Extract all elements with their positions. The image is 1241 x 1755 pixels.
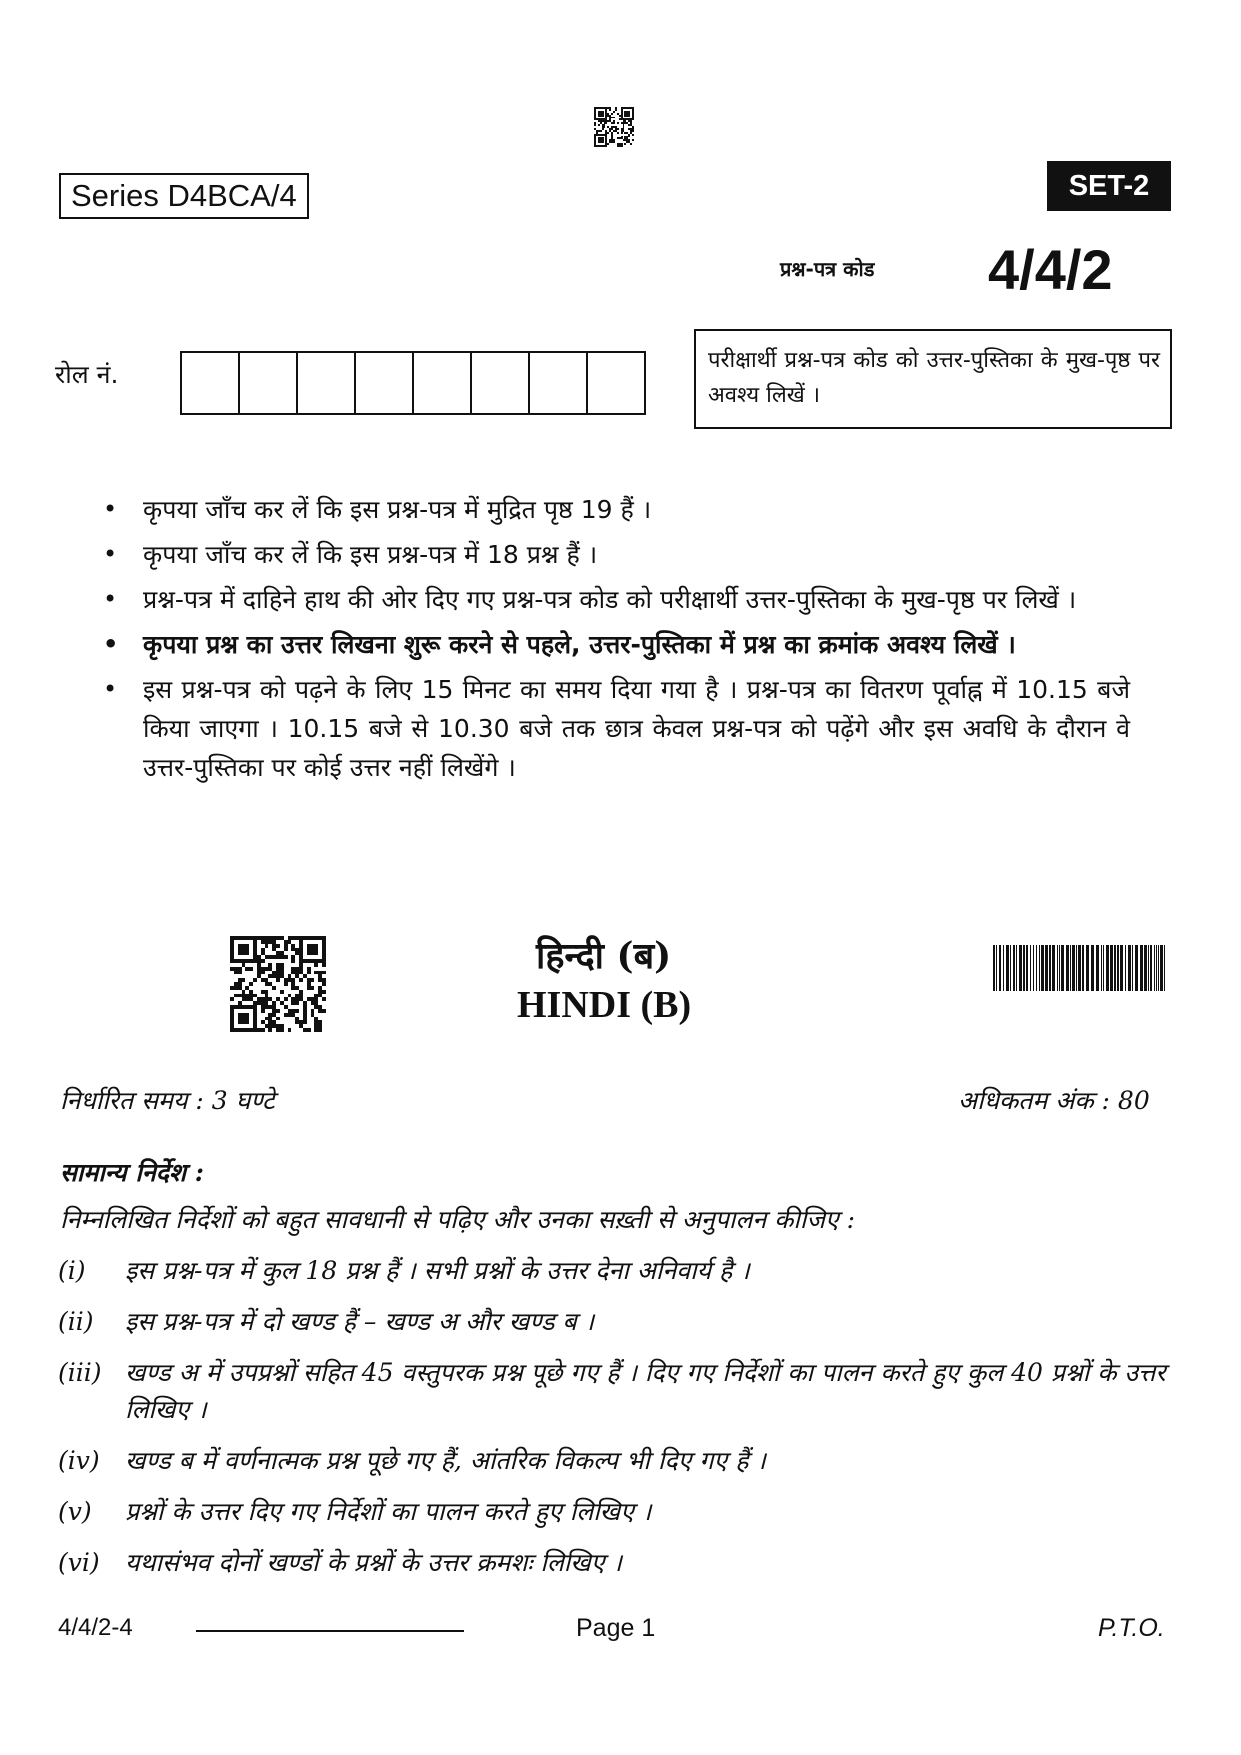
instruction-text: खण्ड अ में उपप्रश्नों सहित 45 वस्तुपरक प्रश्न पूछे गए हैं । दिए गए निर्देशों का पालन करते हुए कुल 40 प्रश्नों के उत्तर लिखिए । — [125, 1358, 1166, 1424]
footer-divider — [196, 1630, 464, 1632]
checklist — [95, 490, 1130, 793]
qr-code-icon — [230, 936, 326, 1032]
instruction-text: यथासंभव दोनों खण्डों के प्रश्नों के उत्तर क्रमशः लिखिए । — [125, 1548, 622, 1577]
checklist-item: • कृपया जाँच कर लें कि इस प्रश्न-पत्र में मुद्रित पृष्ठ 19 हैं । — [95, 490, 1130, 529]
maximum-marks: अधिकतम अंक : 80 — [958, 1086, 1150, 1115]
page-number: Page 1 — [576, 1614, 656, 1642]
roll-number-box[interactable] — [240, 353, 298, 413]
general-instructions-title: सामान्य निर्देश : — [60, 1158, 204, 1187]
paper-code: 4/4/2 — [988, 238, 1113, 301]
roll-number-box[interactable] — [182, 353, 240, 413]
instruction-number: (v) — [58, 1497, 92, 1526]
qr-code-icon — [594, 107, 634, 147]
set-badge: SET-2 — [1047, 161, 1171, 211]
subject-title-english: HINDI (B) — [517, 984, 692, 1026]
instruction-number: (i) — [58, 1256, 86, 1285]
roll-number-boxes[interactable] — [180, 351, 646, 415]
instructions-list — [58, 1252, 1178, 1595]
instruction-number: (vi) — [58, 1548, 100, 1577]
paper-code-label: प्रश्न-पत्र कोड — [780, 257, 875, 281]
instruction-text: इस प्रश्न-पत्र में कुल 18 प्रश्न हैं । सभी प्रश्नों के उत्तर देना अनिवार्य है । — [125, 1256, 750, 1285]
checklist-item: • कृपया प्रश्न का उत्तर लिखना शुरू करने से पहले, उत्तर-पुस्तिका में प्रश्न का क्रमांक अवश्य लिखें । — [95, 625, 1130, 664]
footer-paper-code: 4/4/2-4 — [58, 1614, 133, 1641]
roll-number-box[interactable] — [414, 353, 472, 413]
instruction-number: (iii) — [58, 1358, 102, 1387]
instruction-number: (ii) — [58, 1307, 94, 1336]
instruction-item — [58, 1493, 1178, 1530]
checklist-item: • प्रश्न-पत्र में दाहिने हाथ की ओर दिए गए प्रश्न-पत्र कोड को परीक्षार्थी उत्तर-पुस्तिका के मुख-पृष्ठ पर लिखें । — [95, 580, 1130, 619]
roll-number-box[interactable] — [356, 353, 414, 413]
roll-number-box[interactable] — [298, 353, 356, 413]
checklist-item: • कृपया जाँच कर लें कि इस प्रश्न-पत्र में 18 प्रश्न हैं । — [95, 535, 1130, 574]
roll-number-box[interactable] — [472, 353, 530, 413]
code-instruction-note: परीक्षार्थी प्रश्न-पत्र कोड को उत्तर-पुस्तिका के मुख-पृष्ठ पर अवश्य लिखें । — [694, 329, 1172, 429]
general-instructions-intro: निम्नलिखित निर्देशों को बहुत सावधानी से पढ़िए और उनका सख़्ती से अनुपालन कीजिए : — [60, 1205, 856, 1234]
subject-title-hindi: हिन्दी (ब) — [536, 935, 672, 977]
please-turn-over: P.T.O. — [1098, 1614, 1165, 1642]
time-allowed: निर्धारित समय : 3 घण्टे — [60, 1086, 275, 1115]
barcode-icon — [993, 945, 1171, 991]
roll-number-label: रोल नं. — [55, 360, 119, 389]
instruction-item — [58, 1442, 1178, 1479]
instruction-text: खण्ड ब में वर्णनात्मक प्रश्न पूछे गए हैं, आंतरिक विकल्प भी दिए गए हैं । — [125, 1446, 766, 1475]
instruction-item — [58, 1354, 1178, 1428]
instruction-number: (iv) — [58, 1446, 100, 1475]
checklist-item: • इस प्रश्न-पत्र को पढ़ने के लिए 15 मिनट का समय दिया गया है । प्रश्न-पत्र का वितरण पूर्वाह्न में 10.15 बजे किया जाएगा । 10.15 बजे से 10.30 बजे तक छात्र केवल प्रश्न-पत्र को पढ़ेंगे और इस अवधि के दौरान वे उत्तर-पुस्तिका पर कोई उत्तर नहीं लिखेंगे । — [95, 670, 1130, 787]
instruction-item — [58, 1252, 1178, 1289]
series-label: Series D4BCA/4 — [59, 173, 309, 219]
instruction-item — [58, 1303, 1178, 1340]
roll-number-box[interactable] — [588, 353, 644, 413]
instruction-item — [58, 1544, 1178, 1581]
instruction-text: इस प्रश्न-पत्र में दो खण्ड हैं – खण्ड अ और खण्ड ब । — [125, 1307, 595, 1336]
roll-number-box[interactable] — [530, 353, 588, 413]
instruction-text: प्रश्नों के उत्तर दिए गए निर्देशों का पालन करते हुए लिखिए । — [125, 1497, 652, 1526]
